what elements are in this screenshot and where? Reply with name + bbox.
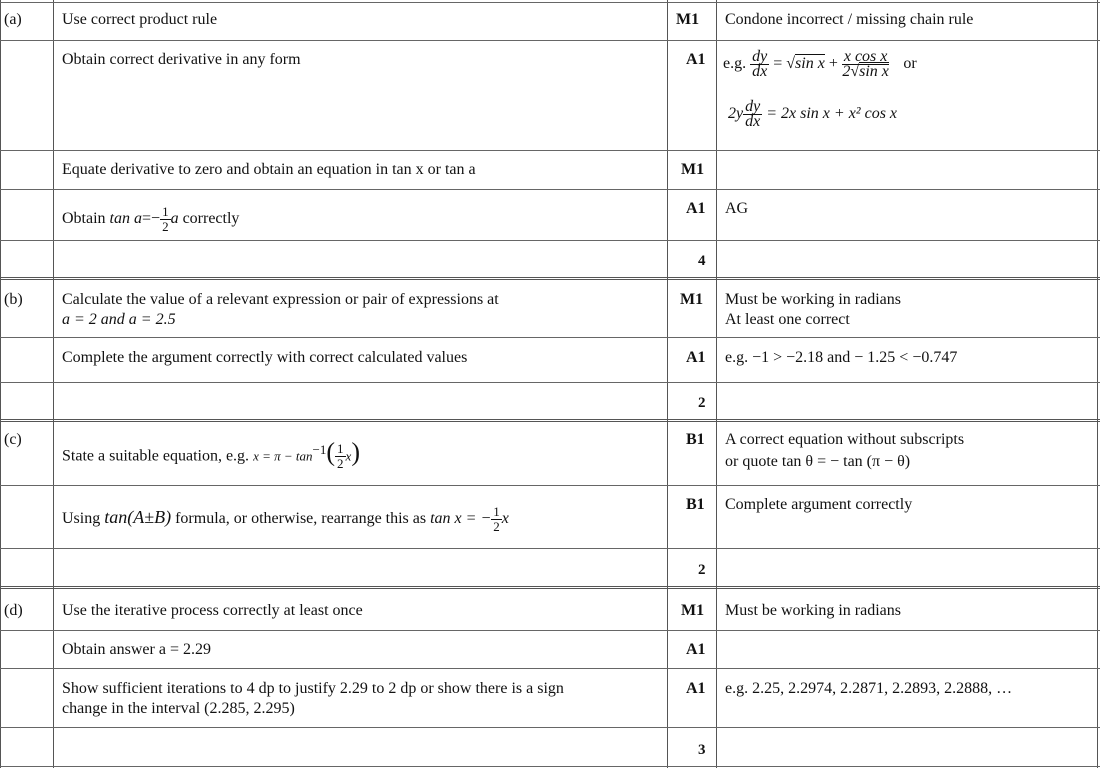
xcosx-fraction: $\frac{\text{x cos x}}{\text{2√sin x}}$ [842, 48, 889, 80]
method-text-tan-a: Obtain tan a=− $\frac{1}{2}$ a correctly [62, 204, 240, 234]
guidance-note: or quote tan θ = − tan (π − θ) [725, 453, 911, 470]
half-fraction: $\frac{1}{2}$ [337, 441, 344, 472]
guidance-note: Must be working in radians [725, 291, 901, 308]
guidance-note: AG [725, 200, 749, 217]
part-total: 3 [698, 742, 706, 758]
part-label-a: (a) [4, 11, 22, 28]
method-text-equation: State a suitable equation, e.g. $x = \pi - \tan^{-1}$( $\frac{1}{2}$ x) [62, 437, 360, 472]
method-text: Show sufficient iterations to 4 dp to justify 2.29 to 2 dp or show there is a sign [62, 680, 564, 697]
mark-code: A1 [686, 200, 706, 217]
eg-prefix: e.g. [723, 55, 747, 73]
row-divider [0, 382, 1100, 383]
mark-code: M1 [681, 161, 705, 178]
half-fraction: $\frac{1}{2}$ [493, 504, 500, 534]
section-divider [0, 586, 1100, 589]
method-text: Use the iterative process correctly at least once [62, 602, 363, 619]
mark-code: B1 [686, 431, 705, 448]
guidance-note: Complete argument correctly [725, 496, 913, 513]
row-divider [0, 668, 1100, 669]
mark-code: A1 [686, 51, 706, 68]
derivative-example-2: 2y $\frac{dy}{dx}$ = 2x sin x + x² cos x [728, 98, 898, 130]
row-divider [0, 485, 1100, 486]
method-text: change in the interval (2.285, 2.295) [62, 700, 295, 717]
method-text: a = 2 and a = 2.5 [62, 311, 176, 328]
mark-code: A1 [686, 641, 706, 658]
method-text: Complete the argument correctly with correct calculated values [62, 349, 468, 366]
half-fraction: $\frac{1}{2}$ [162, 204, 169, 234]
part-label-b: (b) [4, 291, 23, 308]
row-divider [0, 727, 1100, 728]
row-divider [0, 2, 1100, 3]
guidance-note: Must be working in radians [725, 602, 901, 619]
mark-code: M1 [680, 291, 704, 308]
part-label-c: (c) [4, 431, 22, 448]
guidance-note: A correct equation without subscripts [725, 431, 965, 448]
column-divider [667, 0, 668, 768]
mark-code: A1 [686, 349, 706, 366]
column-divider [716, 0, 717, 768]
derivative-example-1: e.g. $\frac{dy}{dx}$ = √sin x + $\frac{\text{x cos x}}{\text{2√sin x}}$ or [723, 48, 917, 80]
method-text: Obtain correct derivative in any form [62, 51, 301, 68]
row-divider [0, 189, 1100, 190]
mark-code: B1 [686, 496, 705, 513]
method-text: Obtain answer a = 2.29 [62, 641, 211, 658]
method-text: Use correct product rule [62, 11, 218, 28]
table-border [1097, 0, 1098, 768]
row-divider [0, 150, 1100, 151]
mark-code: M1 [681, 602, 705, 619]
mark-code: A1 [686, 680, 706, 697]
guidance-note: e.g. −1 > −2.18 and − 1.25 < −0.747 [725, 349, 958, 366]
part-total: 4 [698, 253, 706, 269]
part-label-d: (d) [4, 602, 23, 619]
row-divider [0, 40, 1100, 41]
guidance-note: Condone incorrect / missing chain rule [725, 11, 974, 28]
method-text: Calculate the value of a relevant expression or pair of expressions at [62, 291, 499, 308]
part-total: 2 [698, 562, 706, 578]
row-divider [0, 337, 1100, 338]
method-text-rearrange: Using tan(A±B) formula, or otherwise, rearrange this as tan x = − $\frac{1}{2}$ x [62, 504, 509, 534]
part-total: 2 [698, 395, 706, 411]
dy-dx-fraction: $\frac{dy}{dx}$ [745, 98, 761, 130]
guidance-note: At least one correct [725, 311, 850, 328]
column-divider [53, 0, 54, 768]
mark-code: M1 [676, 11, 700, 28]
table-border [0, 0, 1, 768]
section-divider [0, 419, 1100, 422]
row-divider [0, 240, 1100, 241]
section-divider [0, 277, 1100, 280]
guidance-note: e.g. 2.25, 2.2974, 2.2871, 2.2893, 2.2888, … [725, 680, 1013, 697]
method-text: Equate derivative to zero and obtain an equation in tan x or tan a [62, 161, 476, 178]
dy-dx-fraction: $\frac{dy}{dx}$ [752, 48, 768, 80]
row-divider [0, 630, 1100, 631]
table-border [0, 766, 1100, 767]
row-divider [0, 548, 1100, 549]
